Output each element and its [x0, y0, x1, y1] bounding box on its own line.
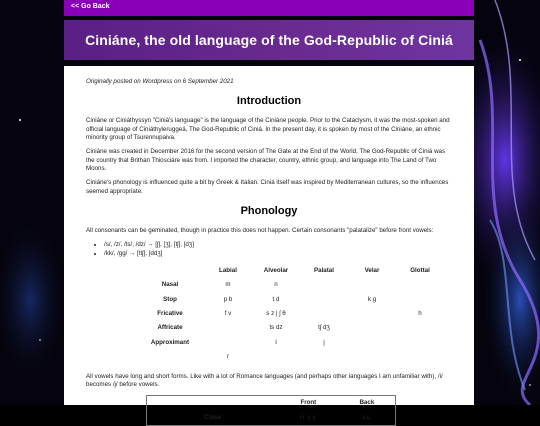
- table-row: [136, 336, 444, 350]
- table-row: [136, 307, 444, 321]
- table-header-cell: Labial: [219, 267, 237, 274]
- table-cell: [348, 278, 396, 292]
- table-cell: i iː y yː: [299, 413, 318, 421]
- table-header-cell: Glottal: [410, 267, 430, 274]
- row-header: Approximant: [150, 338, 190, 346]
- table-cell: m: [225, 281, 231, 289]
- list-item: • /s/, /z/, /ts/, /dz/ → [ʃ], [ʒ], [tʃ], [dʒ]: [104, 241, 452, 249]
- table-cell: s z | ʃ θ: [266, 310, 286, 318]
- table-cell: n: [274, 281, 278, 289]
- table-cell: ts dz: [269, 324, 283, 332]
- table-header-cell: Front: [300, 399, 317, 407]
- table-header-cell: [136, 264, 204, 278]
- table-cell: [300, 293, 348, 307]
- table-header-row: [136, 264, 444, 278]
- table-cell: l: [275, 338, 277, 346]
- article-content: [64, 66, 474, 421]
- table-header-cell: Palatal: [314, 267, 334, 274]
- table-cell: h: [418, 310, 422, 318]
- table-cell: [348, 321, 396, 335]
- table-row: [147, 411, 396, 426]
- go-back-link[interactable]: << Go Back: [71, 3, 110, 10]
- phonology-paragraph-2: All vowels have long and short forms. Like with a lot of Romance languages (and perhaps other languages I am unfamiliar with), /i/ becomes /j/ before vowels.: [86, 372, 443, 388]
- row-header: Fricative: [157, 310, 183, 318]
- table-cell: [396, 321, 444, 335]
- table-cell: [204, 321, 252, 335]
- row-header: Affricate: [157, 324, 183, 332]
- table-cell: [300, 350, 348, 364]
- table-cell: [348, 307, 396, 321]
- intro-paragraph-3: Ciniáne's phonology is influenced quite a bit by Greek & Italian. Ciniá itself was inspired by Mediterranean cultures, so the influences seemed appropriate.: [86, 179, 449, 195]
- table-header-row: [147, 396, 396, 411]
- table-cell: t d: [272, 295, 280, 303]
- table-cell: u uː: [361, 413, 373, 421]
- phonology-heading: Phonology: [240, 205, 298, 218]
- table-header-cell: Velar: [364, 267, 380, 274]
- table-row: [136, 350, 444, 364]
- intro-heading: Introduction: [236, 95, 302, 108]
- phonology-paragraph-1: All consonants can be geminated, though in practice this does not happen. Certain consonants "palatalize" before front vowels:: [86, 226, 434, 234]
- table-cell: [396, 293, 444, 307]
- consonant-table: [136, 264, 444, 365]
- posted-note: Originally posted on Wordpress on 6 September 2021: [86, 78, 234, 85]
- table-row: [136, 278, 444, 292]
- table-cell: [252, 350, 300, 364]
- vowel-table: [146, 395, 396, 426]
- intro-paragraph-1: Ciniáne or Ciniáthyssyn "Ciniá's language" is the language of the Ciniáne people. Prior to the Cataclysm, it was the most-spoken and official language of Ciniáthyleruggeá, The God-Republic of Ciniá. In the present day, it is spoken by most of the Ciniáne, an ethnic minority group of Tsurennupaiva.: [86, 117, 450, 141]
- table-cell: [396, 278, 444, 292]
- table-cell: [300, 278, 348, 292]
- row-header: Stop: [163, 295, 177, 303]
- table-cell: f v: [224, 310, 232, 318]
- row-header: Nasal: [161, 281, 179, 289]
- intro-paragraph-2: Ciniáne was created in December 2016 for the second version of The Gate at the End of the World. The God-Republic of Ciniá was the country that Brithan Thiosciáre was from. I imported the character, country, ethnic group, and language into The Land of Two Moons.: [86, 148, 446, 172]
- list-item: • /kk/, /gg/ → [ttʃ], [ddʒ]: [104, 250, 452, 258]
- table-cell: p b: [223, 295, 233, 303]
- table-cell: [396, 336, 444, 350]
- table-cell: j: [323, 338, 325, 346]
- page-title: Ciniáne, the old language of the God-Republic of Ciniá: [85, 32, 453, 48]
- palatalization-list: [94, 241, 452, 258]
- table-cell: [348, 350, 396, 364]
- row-header: Close: [204, 413, 221, 421]
- table-cell: [204, 336, 252, 350]
- table-header-cell: Back: [359, 399, 375, 407]
- table-row: [136, 321, 444, 335]
- table-row: [136, 293, 444, 307]
- table-cell: [348, 336, 396, 350]
- table-header-cell: [147, 396, 278, 411]
- table-cell: r: [226, 353, 230, 361]
- header-banner: [64, 20, 474, 60]
- table-cell: tʃ dʒ: [318, 324, 330, 332]
- table-cell: k g: [367, 295, 377, 303]
- row-header: [136, 350, 204, 364]
- page-container: [64, 0, 474, 421]
- top-bar: [64, 0, 474, 16]
- table-header-cell: Alveolar: [263, 267, 289, 274]
- table-cell: [300, 307, 348, 321]
- table-cell: [396, 350, 444, 364]
